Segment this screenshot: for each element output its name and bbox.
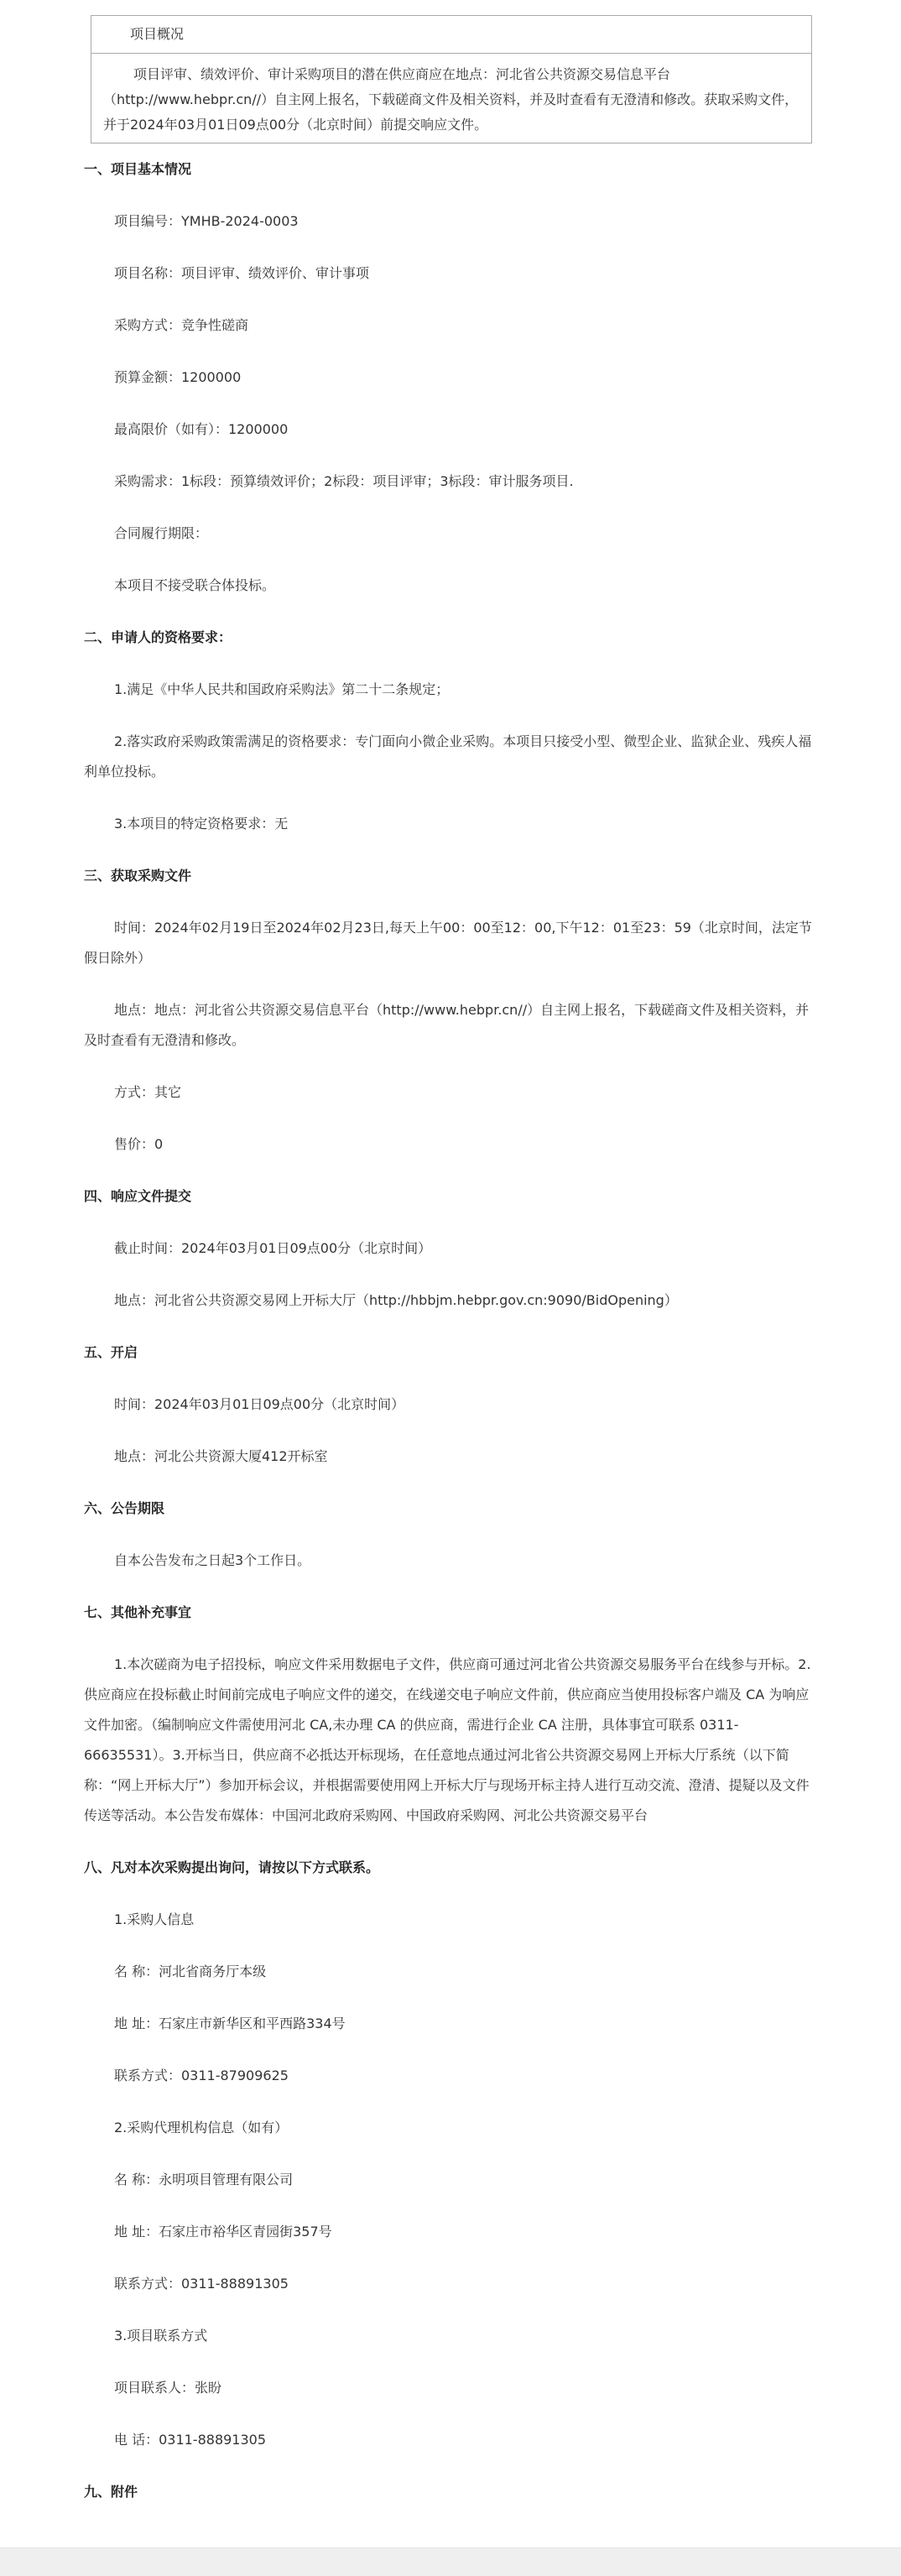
section-heading-basic-info: 一、项目基本情况 [84,161,192,177]
obtain-location: 地点：地点：河北省公共资源交易信息平台（http://www.hebpr.cn//）自主网上报名，下载磋商文件及相关资料，并及时查看有无澄清和修改。 [84,1002,810,1048]
purchaser-name: 名 称：河北省商务厅本级 [114,1963,267,1979]
notice-period: 自本公告发布之日起3个工作日。 [114,1552,311,1568]
qualification-1: 1.满足《中华人民共和国政府采购法》第二十二条规定； [114,681,450,697]
contract-period: 合同履行期限： [114,525,209,541]
obtain-method: 方式：其它 [114,1084,182,1100]
overview-title: 项目概况 [91,16,811,54]
project-name: 项目名称：项目评审、绩效评价、审计事项 [114,265,370,281]
footer-bar [0,2547,901,2576]
qualification-2: 2.落实政府采购政策需满足的资格要求：专门面向小微企业采购。本项目只接受小型、微型企业、监狱企业、残疾人福利单位投标。 [84,733,812,780]
purchaser-phone: 联系方式：0311-87909625 [114,2068,289,2083]
agency-name: 名 称：永明项目管理有限公司 [114,2172,294,2188]
obtain-time: 时间：2024年02月19日至2024年02月23日,每天上午00：00至12：00,下午12：01至23：59（北京时间，法定节假日除外） [84,920,812,966]
submission-location: 地点：河北省公共资源交易网上开标大厅（http://hbbjm.hebpr.gov.cn:9090/BidOpening） [114,1292,678,1308]
project-contact-label: 3.项目联系方式 [114,2328,208,2344]
no-consortium-note: 本项目不接受联合体投标。 [114,577,276,593]
section-heading-other-matters: 七、其他补充事宜 [84,1604,192,1620]
qualification-3: 3.本项目的特定资格要求：无 [114,816,289,832]
section-heading-notice-period: 六、公告期限 [84,1500,165,1516]
opening-location: 地点：河北公共资源大厦412开标室 [114,1448,328,1464]
max-price: 最高限价（如有）：1200000 [114,421,289,437]
section-heading-submission: 四、响应文件提交 [84,1188,192,1204]
overview-box [91,15,812,143]
overview-text: 项目评审、绩效评价、审计采购项目的潜在供应商应在地点：河北省公共资源交易信息平台（http://www.hebpr.cn//）自主网上报名，下载磋商文件及相关资料，并及时查看有无澄清和修改。获取采购文件，并于2024年03月01日09点00分（北京时间）前提交响应文件。 [103,66,799,133]
procurement-method: 采购方式：竞争性磋商 [114,317,249,333]
agency-phone: 联系方式：0311-88891305 [114,2276,289,2292]
announcement-body [84,159,814,2534]
purchaser-address: 地 址：石家庄市新华区和平西路334号 [114,2015,346,2031]
opening-time: 时间：2024年03月01日09点00分（北京时间） [114,1396,405,1412]
project-contact-phone: 电 话：0311-88891305 [114,2432,267,2448]
agency-address: 地 址：石家庄市裕华区青园街357号 [114,2224,332,2240]
purchaser-info-label: 1.采购人信息 [114,1911,195,1927]
section-heading-qualification: 二、申请人的资格要求： [84,629,232,645]
other-matters-text: 1.本次磋商为电子招投标，响应文件采用数据电子文件，供应商可通过河北省公共资源交易服务平台在线参与开标。2.供应商应在投标截止时间前完成电子响应文件的递交，在线递交电子响应文件前，供应商应当使用投标客户端及 CA 为响应文件加密。（编制响应文件需使用河北 CA,未办理 CA 的供应商，需进行企业 CA 注册，具体事宜可联系 0311-66635531）。3.开标当日，供应商不必抵达开标现场，在任意地点通过河北省公共资源交易网上开标大厅系统（以下简称：“网上开标大厅”）参加开标会议，并根据需要使用网上开标大厅与现场开标主持人进行互动交流、澄清、提疑以及文件传送等活动。本公告发布媒体：中国河北政府采购网、中国政府采购网、河北公共资源交易平台 [84,1656,811,1823]
project-number: 项目编号：YMHB-2024-0003 [114,213,299,229]
section-heading-contact: 八、凡对本次采购提出询问，请按以下方式联系。 [84,1859,380,1875]
project-contact-person: 项目联系人：张盼 [114,2380,222,2396]
section-heading-opening: 五、开启 [84,1344,138,1360]
section-heading-attachments: 九、附件 [84,2484,138,2500]
agency-info-label: 2.采购代理机构信息（如有） [114,2120,289,2135]
section-heading-obtain-docs: 三、获取采购文件 [84,868,192,884]
obtain-price: 售价：0 [114,1136,164,1152]
submission-deadline: 截止时间：2024年03月01日09点00分（北京时间） [114,1240,432,1256]
budget-amount: 预算金额：1200000 [114,369,242,385]
procurement-demand: 采购需求：1标段：预算绩效评价；2标段：项目评审；3标段：审计服务项目. [114,473,574,489]
